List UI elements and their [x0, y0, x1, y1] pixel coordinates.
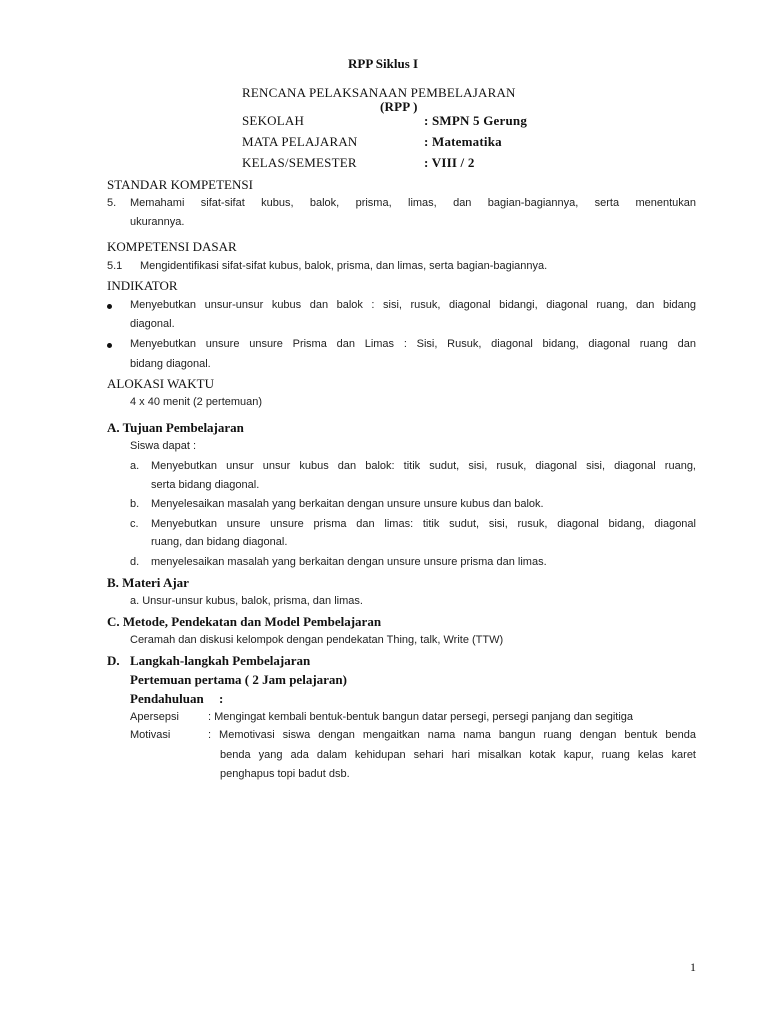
- tujuan-item-c-label: c.: [130, 518, 139, 530]
- tujuan-item-d-label: d.: [130, 556, 140, 568]
- doc-heading: RPP Siklus I: [348, 56, 419, 71]
- bullet-icon: [107, 304, 112, 309]
- kd-number: 5.1: [107, 260, 123, 272]
- metode-heading: C. Metode, Pendekatan dan Model Pembelajaran: [107, 614, 382, 629]
- doc-title: RENCANA PELAKSANAAN PEMBELAJARAN: [242, 85, 516, 100]
- tujuan-heading: A. Tujuan Pembelajaran: [107, 420, 244, 435]
- indikator-item-2-line2: bidang diagonal.: [130, 358, 211, 370]
- tujuan-item-a-line1: Menyebutkan unsur unsur kubus dan balok: titik sudut, sisi, rusuk, diagonal sisi, diagonal ruang,: [151, 460, 696, 472]
- tujuan-item-a-line2: serta bidang diagonal.: [151, 479, 260, 491]
- indikator-item-1-line2: diagonal.: [130, 318, 175, 330]
- field-label-kelas: KELAS/SEMESTER: [242, 155, 357, 170]
- materi-text: a. Unsur-unsur kubus, balok, prisma, dan limas.: [130, 595, 363, 607]
- tujuan-item-c-line2: ruang, dan bidang diagonal.: [151, 536, 288, 548]
- tujuan-item-c-line1: Menyebutkan unsure unsure prisma dan limas: titik sudut, sisi, rusuk, diagonal bidang, diagonal: [151, 518, 696, 530]
- motivasi-line1: : Memotivasi siswa dengan mengaitkan nama nama bangun ruang dengan bentuk benda: [208, 729, 696, 741]
- alokasi-heading: ALOKASI WAKTU: [107, 376, 215, 391]
- field-value-sekolah: : SMPN 5 Gerung: [424, 113, 528, 128]
- apersepsi-label: Apersepsi: [130, 711, 179, 723]
- tujuan-item-d-line1: menyelesaikan masalah yang berkaitan dengan unsure unsure prisma dan limas.: [151, 556, 547, 568]
- sk-text-line2: ukurannya.: [130, 216, 185, 228]
- pendahuluan-colon: :: [219, 691, 224, 706]
- motivasi-line2: benda yang ada dalam kehidupan sehari hari misalkan kotak kapur, ruang kelas karet: [220, 749, 696, 761]
- indikator-heading: INDIKATOR: [107, 278, 178, 293]
- tujuan-item-a-label: a.: [130, 460, 140, 472]
- kd-text: Mengidentifikasi sifat-sifat kubus, balok, prisma, dan limas, serta bagian-bagiannya.: [140, 260, 548, 272]
- langkah-heading: Langkah-langkah Pembelajaran: [130, 653, 311, 668]
- indikator-item-1-line1: Menyebutkan unsur-unsur kubus dan balok : sisi, rusuk, diagonal bidangi, diagonal ruang, dan bidang: [130, 299, 696, 311]
- doc-abbr: (RPP ): [380, 99, 418, 114]
- tujuan-item-b-label: b.: [130, 498, 140, 510]
- indikator-item-2-line1: Menyebutkan unsure unsure Prisma dan Limas : Sisi, Rusuk, diagonal bidang, diagonal ruang dan: [130, 338, 696, 350]
- apersepsi-text: : Mengingat kembali bentuk-bentuk bangun datar persegi, persegi panjang dan segitiga: [208, 711, 634, 723]
- kd-heading: KOMPETENSI DASAR: [107, 239, 237, 254]
- motivasi-line3: penghapus topi badut dsb.: [220, 768, 350, 780]
- sk-text-line1: Memahami sifat-sifat kubus, balok, prisma, limas, dan bagian-bagiannya, serta menentukan: [130, 197, 696, 209]
- field-label-mapel: MATA PELAJARAN: [242, 134, 358, 149]
- sk-heading: STANDAR KOMPETENSI: [107, 177, 253, 192]
- sk-number: 5.: [107, 197, 117, 209]
- langkah-label: D.: [107, 653, 120, 668]
- bullet-icon: [107, 343, 112, 348]
- field-value-kelas: : VIII / 2: [424, 155, 475, 170]
- materi-heading: B. Materi Ajar: [107, 575, 189, 590]
- motivasi-label: Motivasi: [130, 729, 171, 741]
- tujuan-intro: Siswa dapat :: [130, 440, 197, 452]
- page-number: 1: [690, 960, 696, 974]
- pendahuluan-label: Pendahuluan: [130, 691, 204, 706]
- field-label-sekolah: SEKOLAH: [242, 113, 305, 128]
- tujuan-item-b-line1: Menyelesaikan masalah yang berkaitan dengan unsure unsure kubus dan balok.: [151, 498, 544, 510]
- alokasi-text: 4 x 40 menit (2 pertemuan): [130, 396, 263, 408]
- pertemuan-heading: Pertemuan pertama ( 2 Jam pelajaran): [130, 672, 347, 687]
- metode-text: Ceramah dan diskusi kelompok dengan pendekatan Thing, talk, Write (TTW): [130, 634, 504, 646]
- field-value-mapel: : Matematika: [424, 134, 502, 149]
